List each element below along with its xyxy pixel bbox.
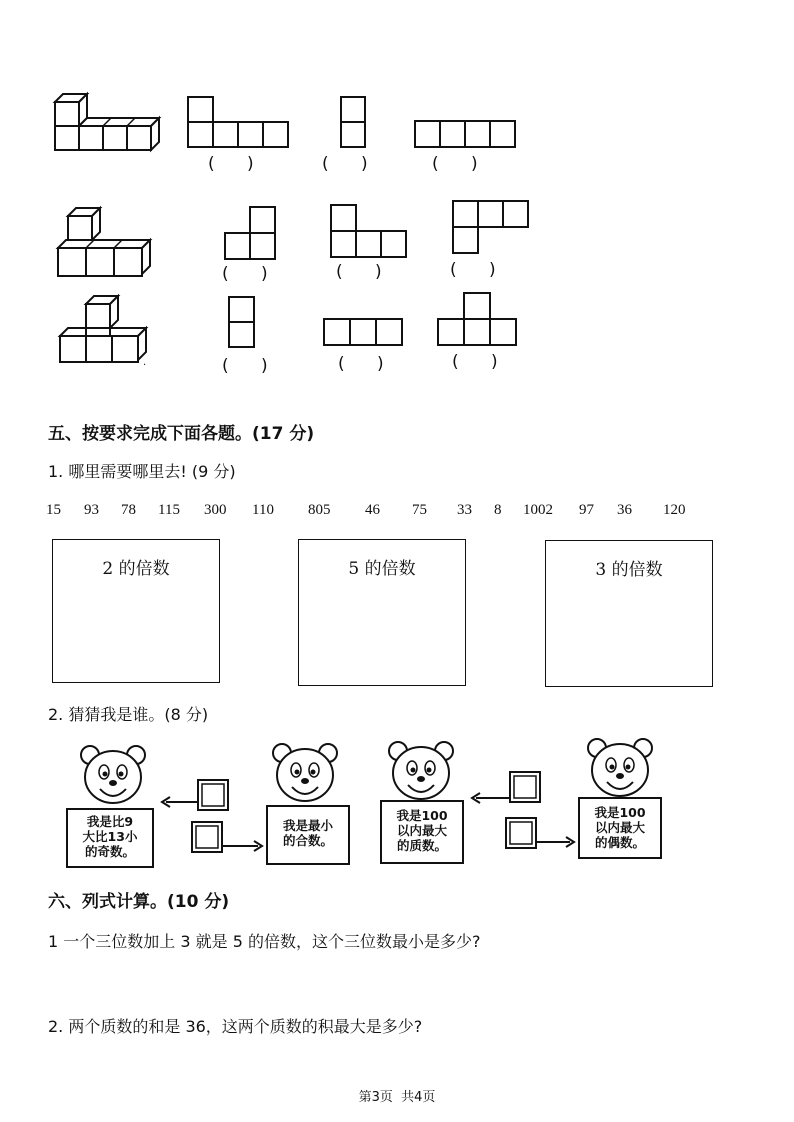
solid-figure-2 <box>56 206 166 281</box>
sign-line: 的奇数。 <box>84 844 135 859</box>
page-total: 共4页 <box>401 1090 436 1105</box>
solid-figure-1 <box>50 90 170 160</box>
bear-head-icon <box>268 743 342 805</box>
answer-blank[interactable]: ( ) <box>222 356 268 376</box>
view-grid-2a <box>224 206 280 262</box>
page-footer <box>0 1086 794 1105</box>
answer-blank[interactable]: ( ) <box>322 154 368 174</box>
sign-line: 我是最小 <box>282 818 333 833</box>
bear-head-icon <box>583 738 657 800</box>
view-grid-1c <box>414 120 518 150</box>
answer-blank[interactable]: ( ) <box>450 260 496 280</box>
number-item: 75 <box>412 502 427 518</box>
sign-line: 我是100 <box>396 808 448 823</box>
number-item: 120 <box>663 502 686 518</box>
sign-line: 我是比9 <box>86 814 134 829</box>
sign-line: 我是100 <box>594 805 646 820</box>
number-item: 8 <box>494 502 502 518</box>
bear-head-icon <box>76 745 150 807</box>
view-grid-3a <box>228 296 258 352</box>
number-item: 115 <box>158 502 180 518</box>
sign-line: 大比13小 <box>82 829 138 844</box>
view-grid-1a <box>187 96 291 152</box>
question-6-2: 2. 两个质数的和是 36，这两个质数的积最大是多少? <box>48 1017 423 1036</box>
section5-heading: 五、按要求完成下面各题。(17 分) <box>48 424 315 444</box>
question-5-2-title: 2. 猜猜我是谁。(8 分) <box>48 705 209 724</box>
answer-blank[interactable]: ( ) <box>222 264 268 284</box>
arrow-box-connector <box>466 770 581 862</box>
number-item: 110 <box>252 502 274 518</box>
number-item: 300 <box>204 502 227 518</box>
bear-head-icon <box>384 741 458 803</box>
solid-figure-3 <box>58 296 158 366</box>
number-item: 1002 <box>523 502 553 518</box>
number-item: 36 <box>617 502 632 518</box>
sign-board <box>380 800 464 864</box>
number-item: 97 <box>579 502 594 518</box>
view-grid-2c <box>452 200 534 256</box>
view-grid-1b <box>340 96 370 152</box>
sign-board <box>266 805 350 865</box>
sign-line: 以内最大 <box>396 823 447 838</box>
number-list <box>46 502 746 522</box>
stray-mark: · <box>143 360 147 371</box>
question-5-1-title: 1. 哪里需要哪里去! (9 分) <box>48 462 236 481</box>
number-item: 33 <box>457 502 472 518</box>
sign-board <box>66 808 154 868</box>
number-item: 15 <box>46 502 61 518</box>
multiples-of-2-box[interactable] <box>52 539 220 683</box>
page-number: 第3页 <box>358 1090 393 1105</box>
multiples-of-3-box[interactable] <box>545 540 713 687</box>
answer-blank[interactable]: ( ) <box>432 154 478 174</box>
question-6-1: 1 一个三位数加上 3 就是 5 的倍数，这个三位数最小是多少? <box>48 932 481 951</box>
sign-line: 的质数。 <box>396 838 447 853</box>
sign-line: 的偶数。 <box>594 835 645 850</box>
section6-heading: 六、列式计算。(10 分) <box>48 892 230 912</box>
box-label: 5 的倍数 <box>348 559 416 579</box>
sign-board <box>578 797 662 859</box>
number-item: 46 <box>365 502 380 518</box>
sign-line: 的合数。 <box>282 833 333 848</box>
answer-blank[interactable]: ( ) <box>208 154 254 174</box>
answer-blank[interactable]: ( ) <box>452 352 498 372</box>
view-grid-3b <box>323 318 405 348</box>
arrow-box-connector <box>158 778 273 858</box>
view-grid-3c <box>437 292 519 348</box>
answer-blank[interactable]: ( ) <box>338 354 384 374</box>
view-grid-2b <box>330 204 412 260</box>
answer-blank[interactable]: ( ) <box>336 262 382 282</box>
number-item: 78 <box>121 502 136 518</box>
sign-line: 以内最大 <box>594 820 645 835</box>
box-label: 3 的倍数 <box>595 560 663 580</box>
multiples-of-5-box[interactable] <box>298 539 466 686</box>
number-item: 805 <box>308 502 331 518</box>
box-label: 2 的倍数 <box>102 559 170 579</box>
number-item: 93 <box>84 502 99 518</box>
